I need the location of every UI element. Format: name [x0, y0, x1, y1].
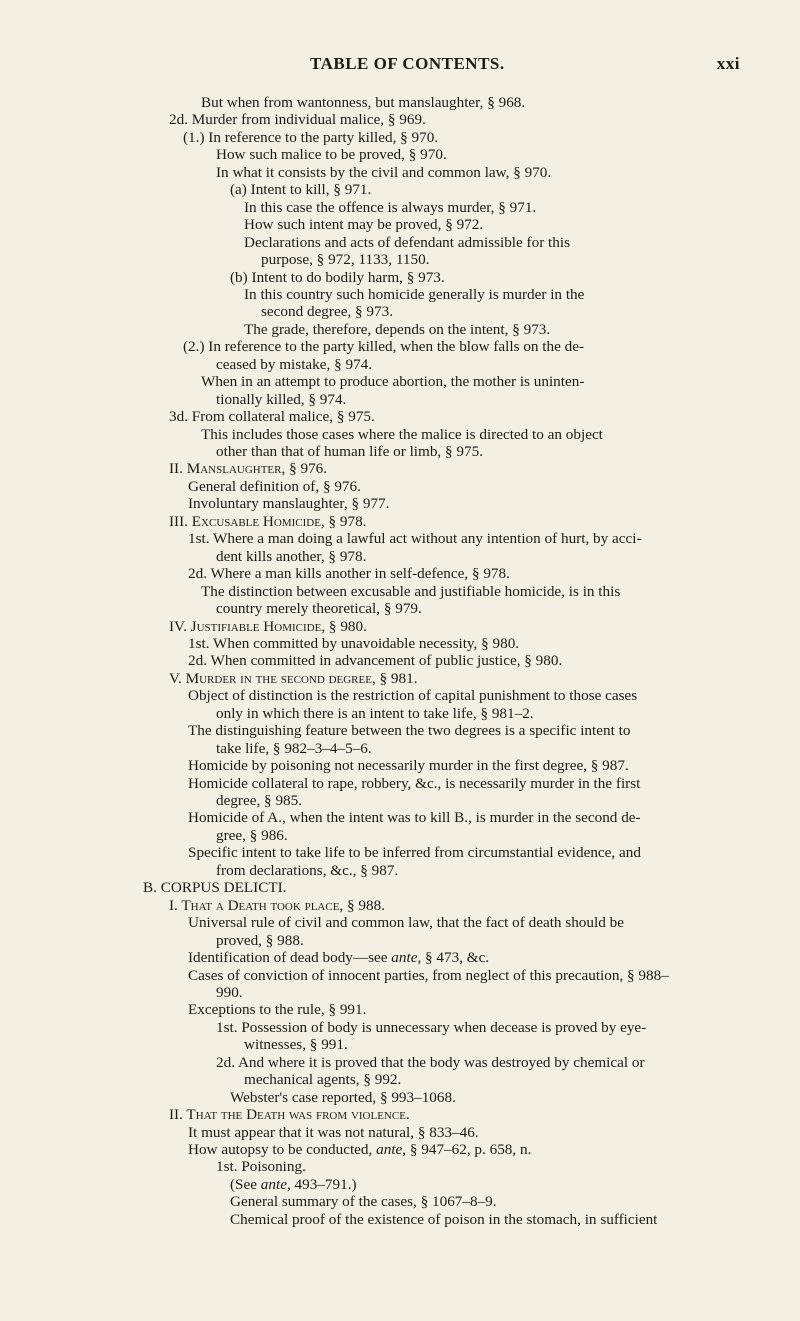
- toc-line: General definition of, § 976.: [188, 477, 361, 495]
- toc-line: This includes those cases where the malice is directed to an object: [201, 425, 603, 443]
- toc-line: take life, § 982–3–4–5–6.: [216, 739, 372, 757]
- toc-line: How such intent may be proved, § 972.: [244, 216, 484, 234]
- toc-line: B. CORPUS DELICTI.: [143, 879, 287, 897]
- toc-line: General summary of the cases, § 1067–8–9.: [230, 1193, 497, 1211]
- toc-line: degree, § 985.: [216, 792, 303, 809]
- toc-line-italic: ante: [376, 1141, 403, 1158]
- toc-line: dent kills another, § 978.: [216, 547, 367, 565]
- toc-line: [188, 949, 489, 966]
- toc-line: Cases of conviction of innocent parties, from neglect of this precaution, § 988–: [188, 966, 669, 984]
- toc-line: 2d. When committed in advancement of public justice, § 980.: [188, 652, 563, 670]
- toc-line: Exceptions to the rule, § 991.: [188, 1001, 367, 1019]
- toc-line: Homicide of A., when the intent was to kill B., is murder in the second de-: [188, 809, 641, 827]
- toc-line-italic: ante: [260, 1175, 287, 1193]
- toc-line: mechanical agents, § 992.: [244, 1071, 402, 1089]
- toc-line: 3d. From collateral malice, § 975.: [169, 408, 375, 426]
- toc-line: Homicide collateral to rape, robbery, &c., is necessarily murder in the first: [188, 774, 641, 792]
- toc-line: IV. Justifiable Homicide, § 980.: [169, 617, 367, 635]
- toc-line: In this country such homicide generally is murder in the: [244, 285, 585, 303]
- toc-line: The distinction between excusable and justifiable homicide, is in this: [201, 582, 621, 600]
- toc-line: ceased by mistake, § 974.: [216, 355, 373, 373]
- toc-line: other than that of human life or limb, § 975.: [216, 443, 483, 460]
- toc-line: The grade, therefore, depends on the intent, § 973.: [244, 320, 551, 338]
- toc-line: Webster's case reported, § 993–1068.: [230, 1088, 456, 1106]
- toc-line: 1st. Poisoning.: [216, 1158, 306, 1176]
- toc-line: country merely theoretical, § 979.: [216, 600, 422, 618]
- toc-line-text: , § 473, &c.: [417, 949, 490, 967]
- toc-line: (1.) In reference to the party killed, § 970.: [183, 128, 439, 146]
- toc-line: It must appear that it was not natural, § 833–46.: [188, 1123, 479, 1141]
- toc-line: 1st. Where a man doing a lawful act without any intention of hurt, by acci-: [188, 530, 642, 548]
- toc-line: second degree, § 973.: [261, 303, 394, 321]
- toc-line: gree, § 986.: [216, 826, 288, 844]
- toc-line: Object of distinction is the restriction of capital punishment to those cases: [188, 687, 638, 705]
- toc-line: II. Manslaughter, § 976.: [169, 460, 328, 478]
- toc-line: [230, 1176, 357, 1193]
- toc-line: 1st. Possession of body is unnecessary when decease is proved by eye-: [216, 1018, 647, 1036]
- toc-line: (2.) In reference to the party killed, when the blow falls on the de-: [183, 338, 585, 356]
- page-title: TABLE OF CONTENTS.: [310, 54, 505, 73]
- page-number: xxi: [716, 54, 740, 73]
- toc-line: II. That the Death was from violence.: [169, 1106, 410, 1124]
- toc-line: 2d. And where it is proved that the body was destroyed by chemical or: [216, 1053, 645, 1071]
- toc-line: Involuntary manslaughter, § 977.: [188, 495, 390, 513]
- toc-line: (b) Intent to do bodily harm, § 973.: [230, 268, 445, 286]
- toc-line: III. Excusable Homicide, § 978.: [169, 512, 367, 530]
- toc-line-italic: ante: [391, 949, 418, 967]
- toc-line: Specific intent to take life to be inferred from circumstantial evidence, and: [188, 844, 641, 862]
- toc-line-text: , § 947–62, p. 658, n.: [402, 1141, 532, 1158]
- toc-line: In this case the offence is always murder, § 971.: [244, 198, 537, 216]
- toc-line-text: (See: [230, 1175, 261, 1193]
- toc-line: purpose, § 972, 1133, 1150.: [261, 251, 430, 269]
- toc-line: In what it consists by the civil and common law, § 970.: [216, 163, 552, 181]
- toc-line: 990.: [216, 983, 243, 1001]
- toc-line: [188, 1141, 531, 1158]
- toc-line-text: How autopsy to be conducted,: [188, 1141, 377, 1158]
- toc-line-text: , 493–791.): [286, 1175, 357, 1193]
- toc-line: Declarations and acts of defendant admissible for this: [244, 233, 571, 251]
- toc-line: only in which there is an intent to take life, § 981–2.: [216, 704, 534, 722]
- toc-line: witnesses, § 991.: [244, 1036, 348, 1054]
- toc-line: 2d. Where a man kills another in self-defence, § 978.: [188, 565, 510, 583]
- toc-line: But when from wantonness, but manslaughter, § 968.: [201, 94, 526, 111]
- toc-line: from declarations, &c., § 987.: [216, 861, 399, 879]
- toc-line: How such malice to be proved, § 970.: [216, 146, 447, 164]
- toc-line: V. Murder in the second degree, § 981.: [169, 669, 418, 687]
- toc-line: When in an attempt to produce abortion, the mother is uninten-: [201, 373, 585, 391]
- toc-line: Chemical proof of the existence of poison in the stomach, in sufficient: [230, 1210, 658, 1228]
- toc-line-text: Identification of dead body—see: [188, 949, 392, 967]
- toc-line: (a) Intent to kill, § 971.: [230, 181, 372, 199]
- toc-line: proved, § 988.: [216, 931, 304, 949]
- toc-line: I. That a Death took place, § 988.: [169, 896, 385, 914]
- toc-line: tionally killed, § 974.: [216, 390, 347, 408]
- toc-line: The distinguishing feature between the two degrees is a specific intent to: [188, 722, 631, 740]
- toc-line: Homicide by poisoning not necessarily murder in the first degree, § 987.: [188, 757, 629, 775]
- toc-line: 1st. When committed by unavoidable necessity, § 980.: [188, 634, 520, 652]
- toc-line: Universal rule of civil and common law, that the fact of death should be: [188, 914, 624, 932]
- toc-line: 2d. Murder from individual malice, § 969.: [169, 111, 426, 129]
